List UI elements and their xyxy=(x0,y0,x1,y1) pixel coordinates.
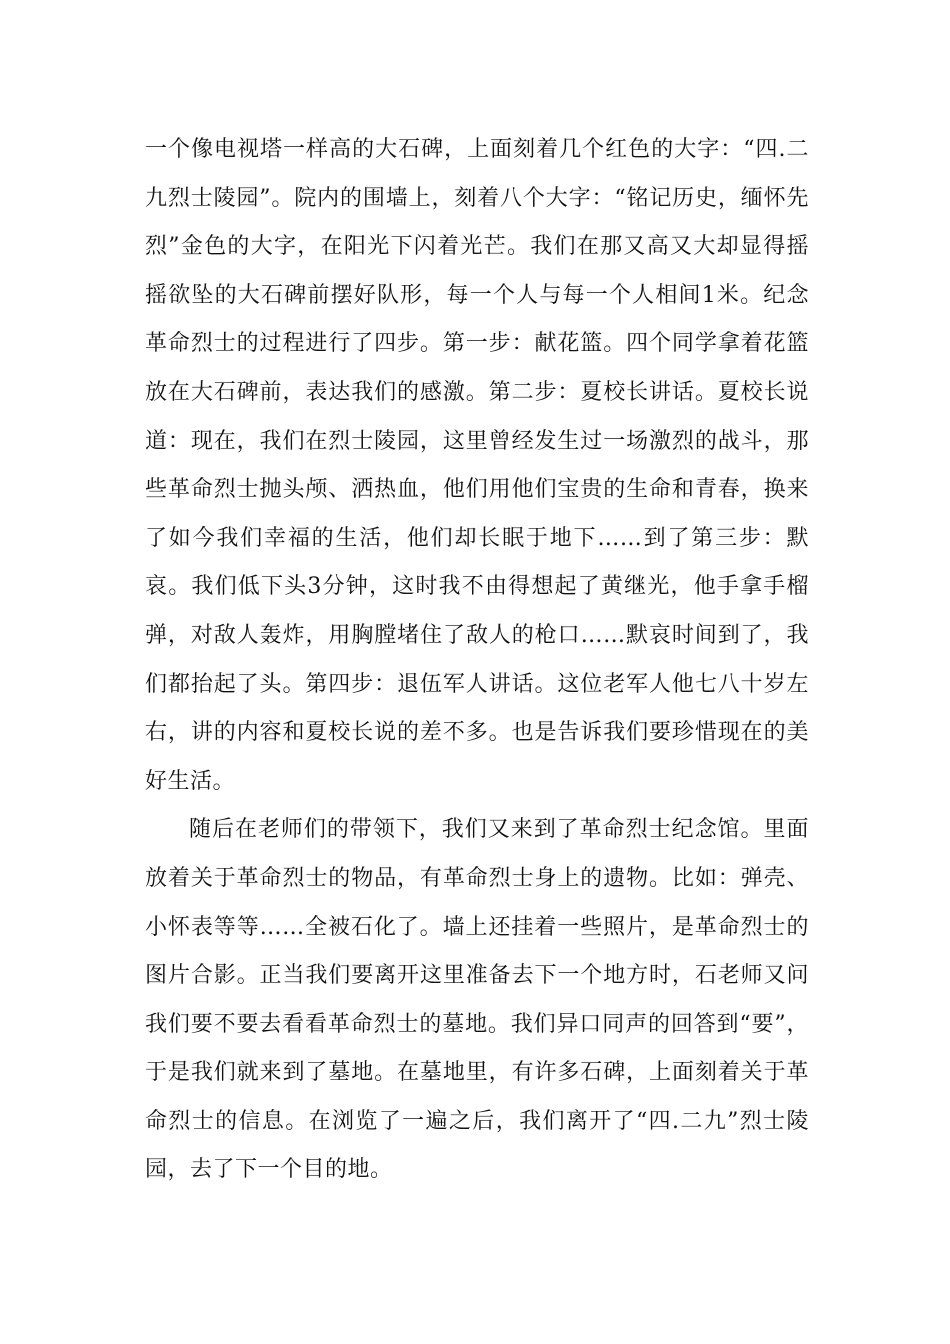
paragraph-2: 随后在老师们的带领下，我们又来到了革命烈士纪念馆。里面放着关于革命烈士的物品，有革命烈士身上的遗物。比如：弹壳、小怀表等等……全被石化了。墙上还挂着一些照片，是革命烈士的图片合影。正当我们要离开这里准备去下一个地方时，石老师又问我们要不要去看看革命烈士的墓地。我们异口同声的回答到“要”，于是我们就来到了墓地。在墓地里，有许多石碑，上面刻着关于革命烈士的信息。在浏览了一遍之后，我们离开了“四.二九”烈士陵园，去了下一个目的地。 xyxy=(145,817,809,1183)
document-page xyxy=(145,126,809,1195)
paragraph-1: 一个像电视塔一样高的大石碑，上面刻着几个红色的大字：“四.二九烈士陵园”。院内的围墙上，刻着八个大字：“铭记历史，缅怀先烈”金色的大字，在阳光下闪着光芒。我们在那又高又大却显得摇摇欲坠的大石碑前摆好队形，每一个人与每一个人相间1米。纪念革命烈士的过程进行了四步。第一步：献花篮。四个同学拿着花篮放在大石碑前，表达我们的感激。第二步：夏校长讲话。夏校长说道：现在，我们在烈士陵园，这里曾经发生过一场激烈的战斗，那些革命烈士抛头颅、洒热血，他们用他们宝贵的生命和青春，换来了如今我们幸福的生活，他们却长眠于地下……到了第三步：默哀。我们低下头3分钟，这时我不由得想起了黄继光，他手拿手榴弹，对敌人轰炸，用胸膛堵住了敌人的枪口……默哀时间到了，我们都抬起了头。第四步：退伍军人讲话。这位老军人他七八十岁左右，讲的内容和夏校长说的差不多。也是告诉我们要珍惜现在的美好生活。 xyxy=(145,137,809,794)
